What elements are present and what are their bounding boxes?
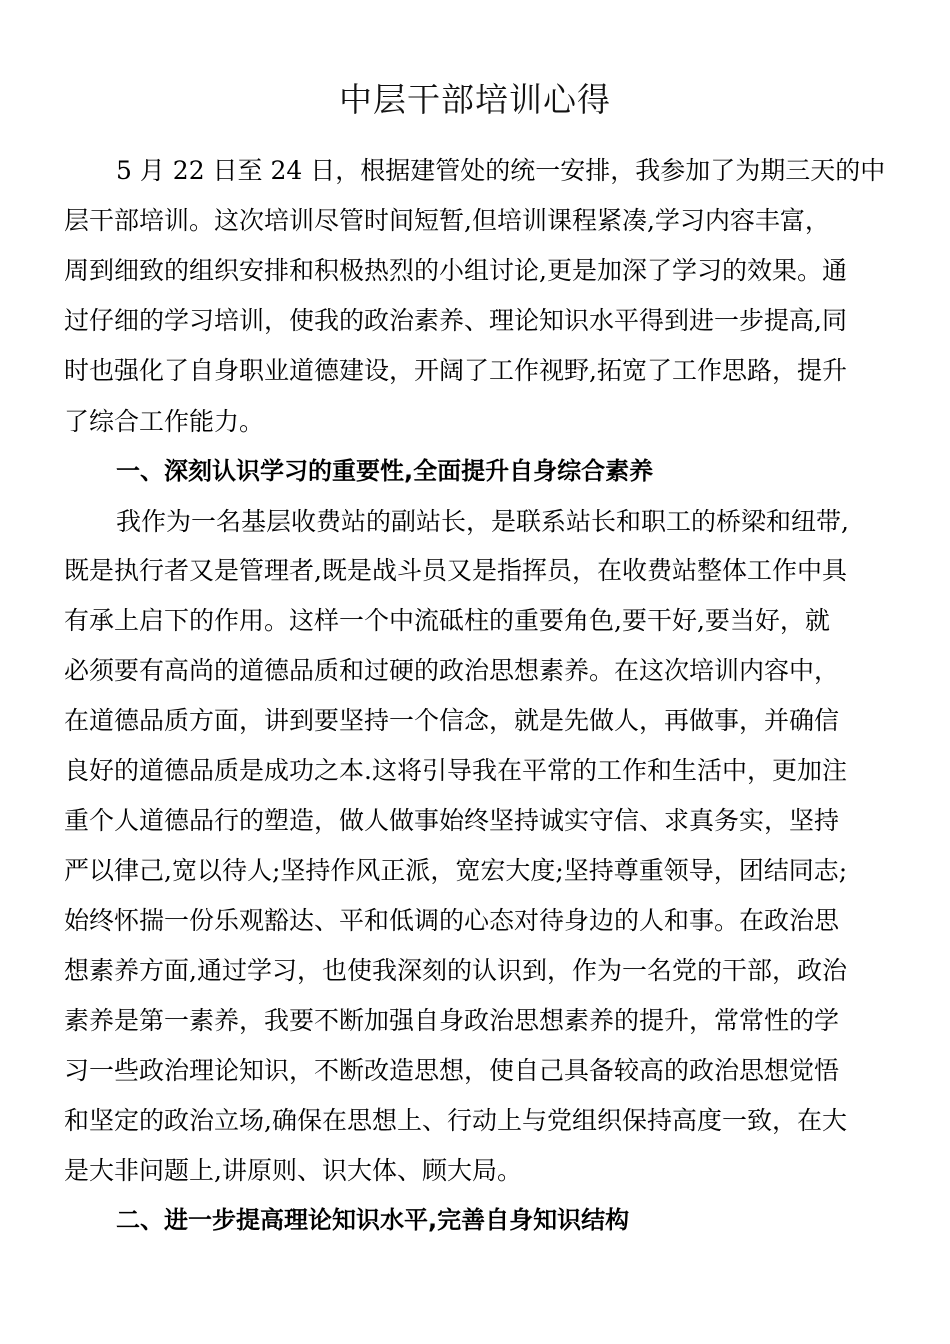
paragraph-line: 有承上启下的作用。这样一个中流砥柱的重要角色,要干好,要当好，就	[64, 606, 830, 635]
paragraph-line: 既是执行者又是管理者,既是战斗员又是指挥员，在收费站整体工作中具	[64, 556, 847, 585]
paragraph-line: 必须要有高尚的道德品质和过硬的政治思想素养。在这次培训内容中，	[64, 656, 840, 685]
paragraph-line: 习一些政治理论知识，不断改造思想，使自己具备较高的政治思想觉悟	[64, 1056, 840, 1085]
paragraph-line: 在道德品质方面，讲到要坚持一个信念，就是先做人，再做事，并确信	[64, 706, 840, 735]
paragraph-line: 良好的道德品质是成功之本.这将引导我在平常的工作和生活中，更加注	[64, 756, 847, 785]
section-heading: 二、进一步提高理论知识水平,完善自身知识结构	[116, 1206, 630, 1234]
paragraph-line: 素养是第一素养，我要不断加强自身政治思想素养的提升，常常性的学	[64, 1006, 840, 1035]
paragraph-line: 和坚定的政治立场,确保在思想上、行动上与党组织保持高度一致，在大	[64, 1106, 847, 1135]
paragraph-line: 层干部培训。这次培训尽管时间短暂,但培训课程紧凑,学习内容丰富，	[64, 206, 830, 235]
paragraph-line: 始终怀揣一份乐观豁达、平和低调的心态对待身边的人和事。在政治思	[64, 906, 840, 935]
paragraph-line: 想素养方面,通过学习，也使我深刻的认识到，作为一名党的干部，政治	[64, 956, 847, 985]
paragraph-line: 重个人道德品行的塑造，做人做事始终坚持诚实守信、求真务实，坚持	[64, 806, 840, 835]
paragraph-line: 严以律己,宽以待人;坚持作风正派，宽宏大度;坚持尊重领导，团结同志;	[64, 856, 848, 885]
paragraph-line: 了综合工作能力。	[64, 407, 265, 436]
paragraph-line: 我作为一名基层收费站的副站长，是联系站长和职工的桥梁和纽带,	[116, 507, 849, 536]
paragraph-line: 是大非问题上,讲原则、识大体、顾大局。	[64, 1156, 522, 1185]
paragraph-line: 过仔细的学习培训，使我的政治素养、理论知识水平得到进一步提高,同	[64, 306, 847, 335]
paragraph-line: 时也强化了自身职业道德建设，开阔了工作视野,拓宽了工作思路，提升	[64, 356, 847, 385]
paragraph-line: 5 月 22 日至 24 日，根据建管处的统一安排，我参加了为期三天的中	[116, 156, 886, 185]
paragraph-line: 周到细致的组织安排和积极热烈的小组讨论,更是加深了学习的效果。通	[64, 256, 847, 285]
document-title: 中层干部培训心得	[339, 80, 611, 119]
section-heading: 一、深刻认识学习的重要性,全面提升自身综合素养	[116, 457, 654, 485]
